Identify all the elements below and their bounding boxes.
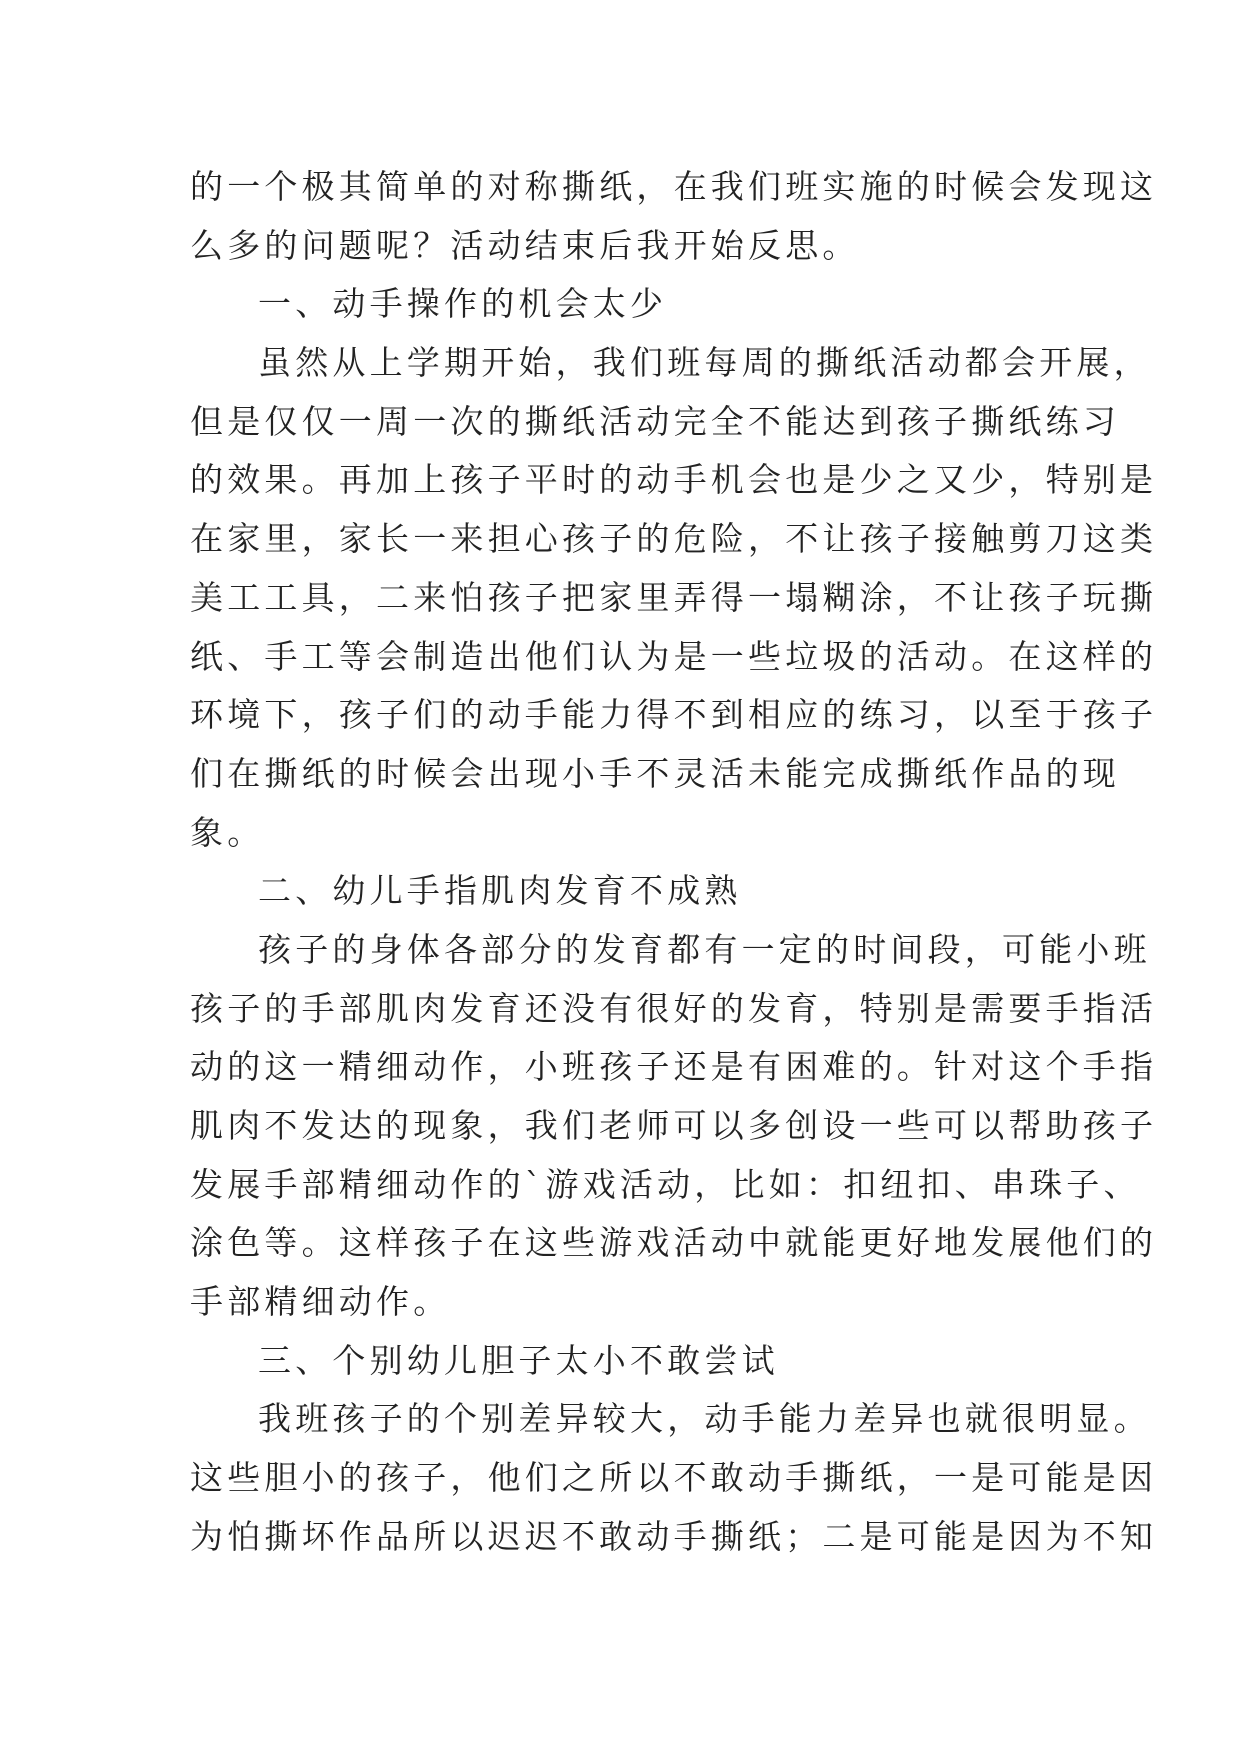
text-line-17: 肌肉不发达的现象，我们老师可以多创设一些可以帮助孩子 bbox=[190, 1106, 1158, 1145]
text-line-18: 发展手部精细动作的`游戏活动，比如：扣纽扣、串珠子、 bbox=[190, 1164, 1141, 1204]
section-heading-2: 二、幼儿手指肌肉发育不成熟 bbox=[258, 871, 742, 911]
text-line-20: 手部精细动作。 bbox=[190, 1282, 451, 1322]
section-heading-3: 三、个别幼儿胆子太小不敢尝试 bbox=[258, 1340, 779, 1380]
text-line-9: 纸、手工等会制造出他们认为是一些垃圾的活动。在这样的 bbox=[190, 636, 1158, 676]
text-line-8: 美工工具，二来怕孩子把家里弄得一塌糊涂，不让孩子玩撕 bbox=[190, 577, 1158, 617]
text-line-23: 这些胆小的孩子，他们之所以不敢动手撕纸，一是可能是因 bbox=[190, 1458, 1158, 1498]
text-line-7: 在家里，家长一来担心孩子的危险，不让孩子接触剪刀这类 bbox=[190, 519, 1158, 559]
text-line-10: 环境下，孩子们的动手能力得不到相应的练习，以至于孩子 bbox=[190, 695, 1158, 735]
text-line-24: 为怕撕坏作品所以迟迟不敢动手撕纸；二是可能是因为不知 bbox=[190, 1516, 1158, 1556]
section-heading-1: 一、动手操作的机会太少 bbox=[258, 284, 668, 324]
text-line-15: 孩子的手部肌肉发育还没有很好的发育，特别是需要手指活 bbox=[190, 988, 1158, 1028]
text-line-1: 的一个极其简单的对称撕纸，在我们班实施的时候会发现这 bbox=[190, 167, 1158, 206]
text-line-6: 的效果。再加上孩子平时的动手机会也是少之又少，特别是 bbox=[190, 460, 1158, 500]
text-line-11: 们在撕纸的时候会出现小手不灵活未能完成撕纸作品的现 bbox=[190, 753, 1120, 793]
text-line-4: 虽然从上学期开始，我们班每周的撕纸活动都会开展， bbox=[258, 343, 1151, 383]
text-line-2: 么多的问题呢？活动结束后我开始反思。 bbox=[190, 225, 860, 265]
document-body bbox=[190, 158, 1158, 1567]
text-line-19: 涂色等。这样孩子在这些游戏活动中就能更好地发展他们的 bbox=[190, 1223, 1158, 1263]
text-line-16: 动的这一精细动作，小班孩子还是有困难的。针对这个手指 bbox=[190, 1047, 1158, 1087]
text-line-12: 象。 bbox=[190, 812, 265, 852]
text-line-22: 我班孩子的个别差异较大，动手能力差异也就很明显。 bbox=[258, 1399, 1151, 1439]
text-line-5: 但是仅仅一周一次的撕纸活动完全不能达到孩子撕纸练习 bbox=[190, 401, 1120, 441]
text-line-14: 孩子的身体各部分的发育都有一定的时间段，可能小班 bbox=[258, 929, 1151, 969]
